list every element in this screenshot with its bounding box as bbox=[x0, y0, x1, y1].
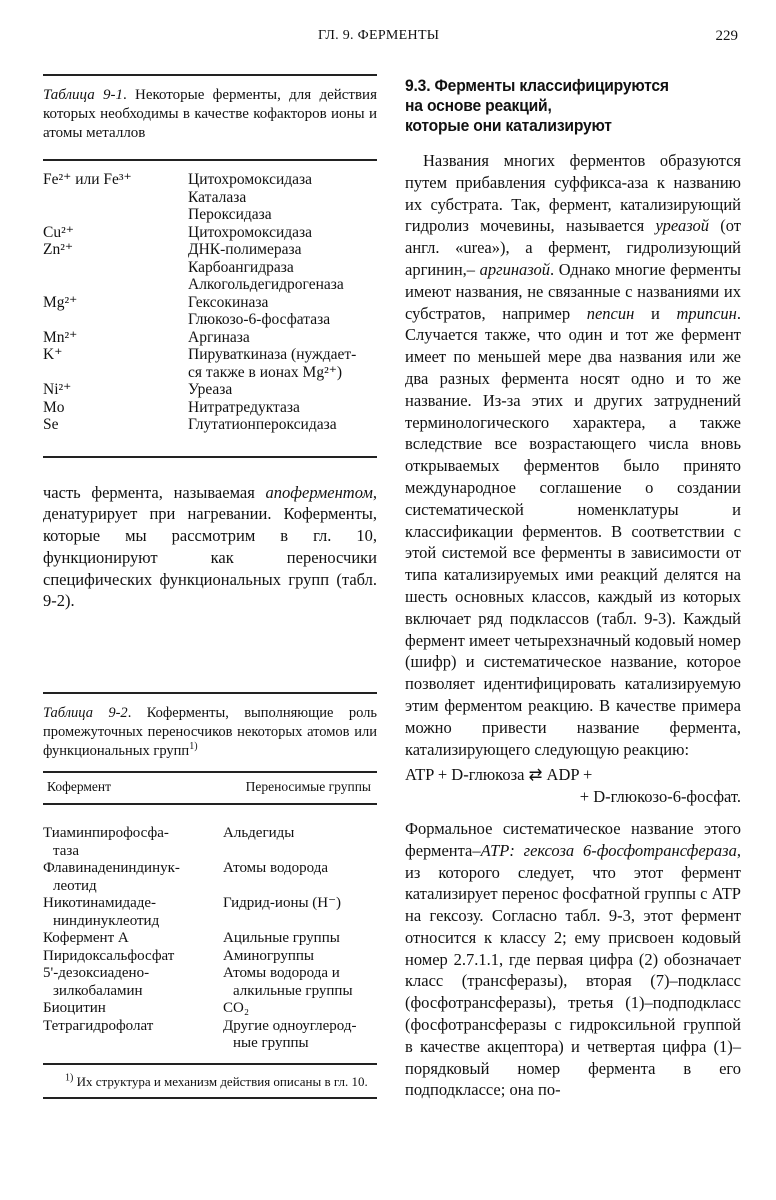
coenzyme-cell bbox=[43, 825, 223, 860]
group-cell bbox=[223, 895, 377, 930]
table1-top-rule bbox=[43, 74, 377, 76]
ion-cell: Se bbox=[43, 416, 59, 433]
coenzyme-name: Кофермент А bbox=[43, 930, 129, 947]
right-column bbox=[405, 76, 741, 1101]
paragraph-text: Названия многих ферментов образуются путем прибавления суффикса-аза к названию их субстрата. Так, фермент, катализирующий гидролиз мочевины, называется bbox=[405, 151, 741, 236]
table2-footnote-rule bbox=[43, 1097, 377, 1099]
coenzyme-name: Никотинамидаде- bbox=[43, 895, 157, 912]
table-row bbox=[43, 346, 377, 364]
enzyme-cell: Цитохромоксидаза bbox=[188, 171, 313, 188]
col-header-groups: Переносимые группы bbox=[245, 779, 371, 795]
table2-coenzymes bbox=[43, 825, 377, 1053]
coenzyme-name: Тиаминпирофосфа- bbox=[43, 825, 169, 842]
term-urease: уреазой bbox=[655, 216, 709, 236]
group-name: Гидрид-ионы (Н⁻) bbox=[223, 895, 342, 912]
group-cell bbox=[223, 825, 377, 860]
table-row bbox=[43, 416, 377, 434]
table-row bbox=[43, 399, 377, 417]
ion-cell bbox=[43, 206, 188, 224]
section-paragraph-1 bbox=[405, 150, 741, 760]
group-name: Альдегиды bbox=[223, 825, 295, 842]
table1-header-rule bbox=[43, 159, 377, 161]
ion-cell: Zn²⁺ bbox=[43, 241, 74, 258]
coenzyme-name-cont: ниндинуклеотид bbox=[53, 912, 160, 929]
table-row bbox=[43, 1000, 377, 1018]
coenzyme-name: 5'-дезоксиадено- bbox=[43, 965, 150, 982]
col-header-coenzyme: Кофермент bbox=[47, 779, 112, 795]
paragraph-text: и bbox=[634, 303, 677, 323]
ion-cell: Fe²⁺ или Fe³⁺ bbox=[43, 171, 132, 188]
enzyme-cell: Пируваткиназа (нуждает- bbox=[188, 346, 357, 363]
reaction-equation bbox=[405, 764, 741, 808]
table-row bbox=[43, 860, 377, 895]
ion-cell: Ni²⁺ bbox=[43, 381, 72, 398]
enzyme-cell: Алкогольдегидрогеназа bbox=[188, 276, 344, 293]
table-row bbox=[43, 948, 377, 966]
table-row bbox=[43, 930, 377, 948]
table2-header-bottom-rule bbox=[43, 803, 377, 805]
group-cell bbox=[223, 1018, 377, 1053]
table-row bbox=[43, 171, 377, 189]
coenzyme-cell bbox=[43, 948, 223, 966]
table-row bbox=[43, 311, 377, 329]
term-arginase: аргиназой bbox=[479, 259, 550, 279]
table-row bbox=[43, 381, 377, 399]
coenzyme-name-cont: леотид bbox=[53, 877, 97, 894]
table-row bbox=[43, 241, 377, 259]
enzyme-cell: Глюкозо-6-фосфатаза bbox=[188, 311, 331, 328]
page-header bbox=[0, 28, 776, 52]
coenzyme-name-cont: таза bbox=[53, 842, 79, 859]
section-paragraph-2 bbox=[405, 818, 741, 1101]
page-number: 229 bbox=[715, 28, 738, 44]
ion-cell bbox=[43, 364, 188, 382]
paragraph-text: (от англ. «urea»), а фермент, гидролизующий аргинин,– bbox=[405, 216, 741, 279]
table-row bbox=[43, 329, 377, 347]
term-apoenzyme: апоферментом bbox=[265, 482, 373, 502]
enzyme-cell: Нитратредуктаза bbox=[188, 398, 300, 416]
enzyme-cell: Гексокиназа bbox=[188, 293, 269, 311]
left-paragraph bbox=[43, 482, 377, 613]
table-row bbox=[43, 825, 377, 860]
ion-cell bbox=[43, 311, 188, 329]
group-name: Ацильные группы bbox=[223, 930, 340, 947]
coenzyme-cell bbox=[43, 1018, 223, 1053]
enzyme-cell: Цитохромоксидаза bbox=[188, 223, 313, 241]
group-name: Атомы водорода bbox=[223, 860, 329, 877]
table-row bbox=[43, 259, 377, 277]
table2-bottom-rule bbox=[43, 1063, 377, 1065]
table-row bbox=[43, 206, 377, 224]
enzyme-cell: Уреаза bbox=[188, 381, 233, 398]
ion-cell: Mg²⁺ bbox=[43, 293, 78, 311]
paragraph-text: . Случается также, что один и тот же фермент имеет по меньшей мере два названия или же два разных фермента носят одно и то же название. Из-за этих и других затруднений терминологического характера, а также вследствие все возрастающего числа вновь открываемых ферментов было принято международное соглашение о создании систематической номенклатуры и классификации ферментов. В соответствии с этой системой все ферменты в зависимости от типа катализируемых ими реакций делятся на шесть основных классов, каждый из которых включает ряд подклассов (табл. 9-3). Каждый фермент имеет четырехзначный кодовый номер (шифр) и систематическое название, которое позволяет идентифицировать катализируемую этим ферментом реакцию. В качестве примера можно привести название фермента, катализирующего следующую реакцию: bbox=[405, 303, 741, 759]
table-row bbox=[43, 895, 377, 930]
group-cell bbox=[223, 860, 377, 895]
table-row bbox=[43, 276, 377, 294]
group-cell bbox=[223, 1000, 377, 1018]
term-pepsin: пепсин bbox=[586, 303, 635, 323]
table2-caption-label: Таблица 9-2 bbox=[43, 705, 128, 722]
ion-cell: Mn²⁺ bbox=[43, 328, 78, 346]
table2-column-headers bbox=[43, 773, 377, 803]
section-heading-line: на основе реакций, bbox=[405, 96, 552, 115]
left-paragraph-text: , денатурирует при нагревании. Коферменты, которые мы рассмотрим в гл. 10, функционируют как переносчики специфических функциональных групп (табл. 9-2). bbox=[43, 482, 377, 611]
table2-footnote bbox=[43, 1073, 377, 1091]
coenzyme-name: Флавинадениндинук- bbox=[43, 860, 180, 877]
table2-caption-text: . Коферменты, выполняющие роль промежуточных переносчиков некоторых атомов или функциональных групп bbox=[43, 705, 377, 760]
enzyme-cell: Пероксидаза bbox=[188, 206, 272, 223]
table2-caption bbox=[43, 704, 377, 761]
table2-caption-footnote-mark: 1) bbox=[189, 741, 198, 753]
coenzyme-cell bbox=[43, 860, 223, 895]
coenzyme-name: Биоцитин bbox=[43, 1000, 106, 1017]
left-column bbox=[43, 74, 377, 1099]
coenzyme-name: Тетрагидрофолат bbox=[43, 1017, 154, 1034]
equation-line-2: + D-глюкозо-6-фосфат. bbox=[579, 787, 741, 807]
enzyme-cell: Аргиназа bbox=[188, 328, 250, 346]
table-row bbox=[43, 294, 377, 312]
table-row bbox=[43, 364, 377, 382]
group-name: Аминогруппы bbox=[223, 947, 314, 964]
group-cell bbox=[223, 965, 377, 1000]
footnote-mark: 1) bbox=[65, 1072, 74, 1084]
ion-cell bbox=[43, 259, 188, 277]
term-systematic-name: ATP: гексоза 6-фосфотрансфераза bbox=[480, 840, 737, 860]
table1-metal-cofactors bbox=[43, 171, 377, 434]
table1-caption bbox=[43, 86, 377, 143]
coenzyme-cell bbox=[43, 930, 223, 948]
section-heading-line: 9.3. Ферменты классифицируются bbox=[405, 76, 669, 95]
group-cell bbox=[223, 930, 377, 948]
left-paragraph-text: часть фермента, называемая bbox=[43, 482, 266, 502]
paragraph-text: . Однако многие ферменты имеют названия, не связанные с названиями их субстратов, например bbox=[405, 259, 741, 323]
table-row bbox=[43, 965, 377, 1000]
section-heading-line: которые они катализируют bbox=[405, 116, 612, 135]
ion-cell: K⁺ bbox=[43, 346, 63, 363]
enzyme-cell: Карбоангидраза bbox=[188, 258, 294, 276]
ion-cell: Mo bbox=[43, 398, 65, 416]
footnote-text: Их структура и механизм действия описаны в гл. 10. bbox=[73, 1073, 368, 1089]
paragraph-text: Формальное систематическое название этого фермента– bbox=[405, 818, 741, 860]
enzyme-cell: ся также в ионах Mg²⁺) bbox=[188, 363, 343, 381]
table-row bbox=[43, 224, 377, 242]
coenzyme-name-cont: зилкобаламин bbox=[53, 982, 143, 999]
section-heading bbox=[405, 76, 745, 136]
enzyme-cell: Глутатионпероксидаза bbox=[188, 416, 337, 433]
table1-caption-label: Таблица 9-1 bbox=[43, 87, 123, 103]
table2-top-rule bbox=[43, 692, 377, 694]
group-name: Другие одноуглерод- bbox=[223, 1017, 357, 1034]
coenzyme-cell bbox=[43, 1000, 223, 1018]
ion-cell bbox=[43, 189, 188, 207]
group-name-cont: алкильные группы bbox=[233, 982, 353, 999]
ion-cell bbox=[43, 276, 188, 294]
paragraph-text: , из которого следует, что этот фермент катализирует перенос фосфатной группы с ATP на гексозу. Согласно табл. 9-3, этот фермент относится к классу 2; ему присвоен кодовый номер 2.7.1.1, где первая цифра (2) обозначает класс (трансферазы), вторая (7)–подкласс (фосфотрансферазы), третья (1)–подподкласс (фосфотрансферазы с гидроксильной группой в качестве акцептора) и четвертая цифра (1)–порядковый номер фермента в его подподклассе; она по- bbox=[405, 840, 741, 1100]
group-name: Атомы водорода и bbox=[223, 965, 340, 982]
table1-caption-text: . Некоторые ферменты, для действия которых необходимы в качестве кофакторов ионы и атомы металлов bbox=[43, 87, 377, 141]
coenzyme-cell bbox=[43, 965, 223, 1000]
equation-line-1: ATP + D-глюкоза ⇄ ADP + bbox=[405, 765, 593, 785]
enzyme-cell: Каталаза bbox=[188, 188, 247, 206]
group-name: CO₂ bbox=[223, 1000, 250, 1017]
coenzyme-cell bbox=[43, 895, 223, 930]
group-cell bbox=[223, 948, 377, 966]
table-row bbox=[43, 1018, 377, 1053]
table1-bottom-rule bbox=[43, 456, 377, 458]
group-name-cont: ные группы bbox=[233, 1035, 309, 1052]
enzyme-cell: ДНК-полимераза bbox=[188, 241, 302, 258]
term-trypsin: трипсин bbox=[676, 303, 737, 323]
coenzyme-name: Пиридоксальфосфат bbox=[43, 947, 175, 964]
running-head: ГЛ. 9. ФЕРМЕНТЫ bbox=[318, 28, 440, 43]
table-row bbox=[43, 189, 377, 207]
ion-cell: Cu²⁺ bbox=[43, 223, 74, 241]
